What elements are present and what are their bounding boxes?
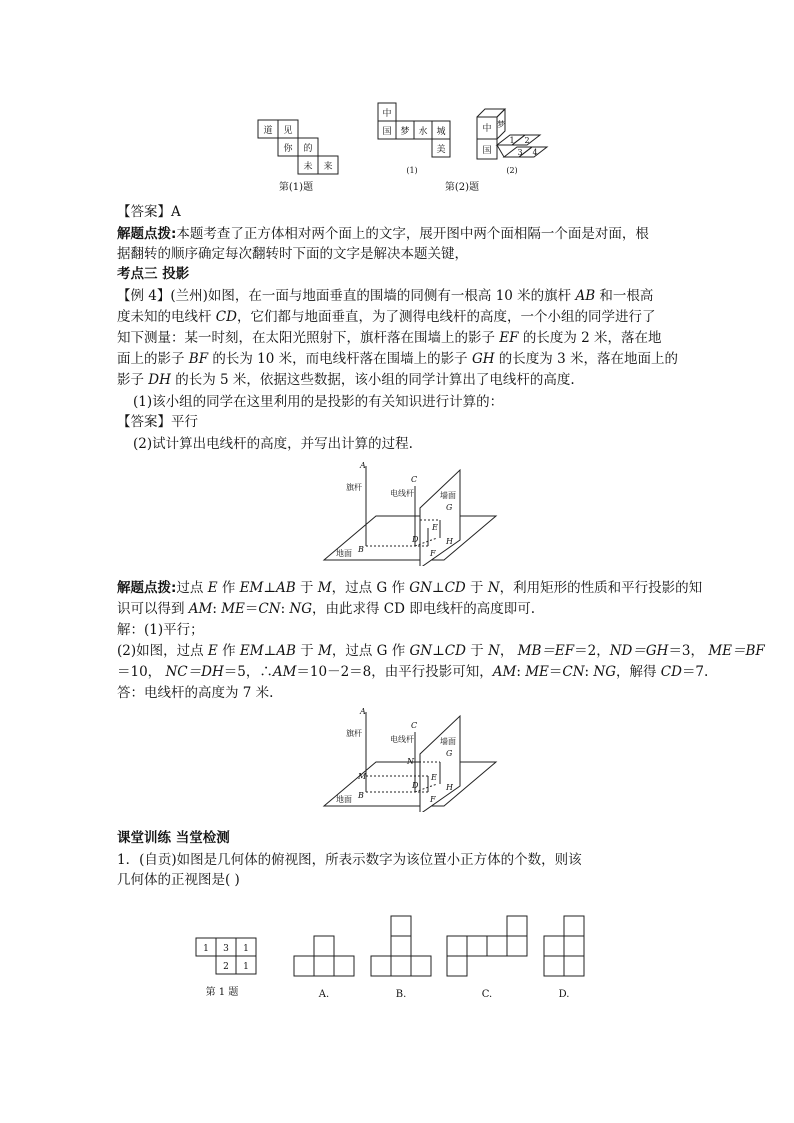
- label-C: C: [411, 475, 418, 484]
- label-F: F: [430, 795, 436, 804]
- label-E: E: [431, 773, 437, 782]
- strip-num: 1: [509, 136, 515, 145]
- cube-front-face: 国: [482, 146, 492, 156]
- strip-num: 4: [532, 148, 538, 157]
- section-heading: 考点三 投影: [117, 266, 190, 282]
- grid-num: 3: [223, 944, 229, 954]
- label-D: D: [412, 781, 419, 790]
- solution-answer: 答：电线杆的高度为 7 米.: [117, 685, 274, 701]
- label-H: H: [446, 537, 453, 546]
- cube-net-figure: [240, 95, 570, 200]
- projection-figure-2: [320, 704, 500, 812]
- label-B: B: [358, 545, 364, 554]
- fig2-sub2: (2): [506, 166, 518, 175]
- label-pole: 电线杆: [390, 489, 414, 498]
- strip-num: 3: [517, 148, 523, 157]
- label-ground: 地面: [336, 549, 352, 558]
- tip-label: 解题点拨:: [117, 226, 177, 242]
- label-A: A: [360, 461, 366, 470]
- grid-num: 1: [203, 944, 209, 954]
- question2: (2)试计算出电线杆的高度，并写出计算的过程.: [133, 436, 413, 452]
- example4-line1: 【例 4】(兰州)如图，在一面与地面垂直的围墙的同侧有一根高 10 米的旗杆 AB 和一根高: [117, 288, 654, 304]
- option-A: A.: [318, 989, 330, 1000]
- question-last-line2: 几何体的正视图是( ): [117, 872, 240, 888]
- example4-line4: 面上的影子 BF 的长为 10 米，而电线杆落在围墙上的影子 GH 的长度为 3 米，落在地面上的: [117, 351, 678, 367]
- label-H: H: [446, 783, 453, 792]
- fig2-caption: 第(2)题: [444, 182, 480, 193]
- tip1-line2: 据翻转的顺序确定每次翻转时下面的文字是解决本题关键，: [117, 246, 468, 262]
- label-N: N: [407, 757, 414, 766]
- label-G: G: [446, 749, 453, 758]
- example4-line3: 知下测量：某一时刻，在太阳光照射下，旗杆落在围墙上的影子 EF 的长度为 2 米，落在地: [117, 330, 662, 346]
- net1-cell: 道: [263, 126, 273, 136]
- answer2: 【答案】平行: [117, 414, 198, 430]
- label-M: M: [358, 772, 367, 781]
- net1-cell: 你: [283, 144, 293, 154]
- net2-cell: 水: [418, 127, 428, 137]
- label-B: B: [358, 791, 364, 800]
- label-flagpole: 旗杆: [346, 729, 362, 738]
- question1: (1)该小组的同学在这里利用的是投影的有关知识进行计算的：: [133, 394, 504, 410]
- net2-cell: 中: [382, 109, 392, 119]
- net1-cell: 未: [303, 162, 313, 172]
- net1-cell: 的: [303, 144, 313, 154]
- label-pole: 电线杆: [390, 735, 414, 744]
- label-F: F: [430, 549, 436, 558]
- cube-side-face: 梦: [497, 120, 505, 129]
- solution-line2: (2)如图，过点 E 作 EM⊥AB 于 M，过点 G 作 GN⊥CD 于 N， MB＝EF＝2，ND＝GH＝3， ME＝BF: [117, 643, 765, 659]
- label-A: A: [360, 707, 366, 716]
- projection-figure-1: [320, 458, 500, 566]
- net2-cell: 美: [436, 145, 446, 155]
- example4-line5: 影子 DH 的长为 5 米，依据这些数据，该小组的同学计算出了电线杆的高度.: [117, 372, 575, 388]
- strip-num: 2: [524, 136, 530, 145]
- fig2-sub1: (1): [406, 166, 418, 175]
- solution-line1: 解：(1)平行；: [117, 622, 204, 638]
- tip-text: 本题考查了正方体相对两个面上的文字，展开图中两个面相隔一个面是对面，根: [176, 226, 649, 242]
- label-G: G: [446, 503, 453, 512]
- grid-num: 1: [243, 962, 249, 972]
- answer-line: 【答案】A: [117, 204, 181, 220]
- tip2-line1: 解题点拨:过点 E 作 EM⊥AB 于 M，过点 G 作 GN⊥CD 于 N，利用矩形的性质和平行投影的知: [117, 580, 703, 596]
- cube-top-face: 中: [482, 124, 492, 134]
- tip2-line2: 识可以得到 AM: ME＝CN: NG，由此求得 CD 即电线杆的高度即可.: [117, 601, 536, 617]
- net2-cell: 城: [436, 127, 446, 137]
- view-options-figure: [190, 910, 590, 1005]
- net2-cell: 梦: [400, 127, 410, 137]
- label-E: E: [432, 523, 438, 532]
- question-last-line1: 1．(自贡)如图是几何体的俯视图，所表示数字为该位置小正方体的个数，则该: [117, 852, 582, 868]
- label-wall: 墙面: [440, 737, 456, 746]
- figure-caption: 第 1 题: [205, 987, 239, 998]
- label-ground: 地面: [336, 795, 352, 804]
- option-B: B.: [395, 989, 407, 1000]
- fig1-caption: 第(1)题: [278, 182, 314, 193]
- net1-cell: 见: [283, 126, 293, 136]
- net2-cell: 国: [382, 127, 392, 137]
- label-flagpole: 旗杆: [346, 483, 362, 492]
- grid-num: 1: [243, 944, 249, 954]
- solution-line3: ＝10， NC＝DH＝5，∴AM＝10－2＝8，由平行投影可知，AM: ME＝CN: NG，解得 CD＝7.: [117, 664, 709, 680]
- label-D: D: [412, 535, 419, 544]
- option-C: C.: [481, 989, 493, 1000]
- label-wall: 墙面: [440, 491, 456, 500]
- example4-line2: 度未知的电线杆 CD，它们都与地面垂直，为了测得电线杆的高度，一个小组的同学进行了: [117, 309, 656, 325]
- grid-num: 2: [223, 962, 229, 972]
- tip1-line1: [117, 224, 649, 244]
- label-C: C: [411, 721, 418, 730]
- option-D: D.: [558, 989, 570, 1000]
- net1-cell: 来: [323, 162, 333, 172]
- training-heading: 课堂训练 当堂检测: [117, 830, 230, 846]
